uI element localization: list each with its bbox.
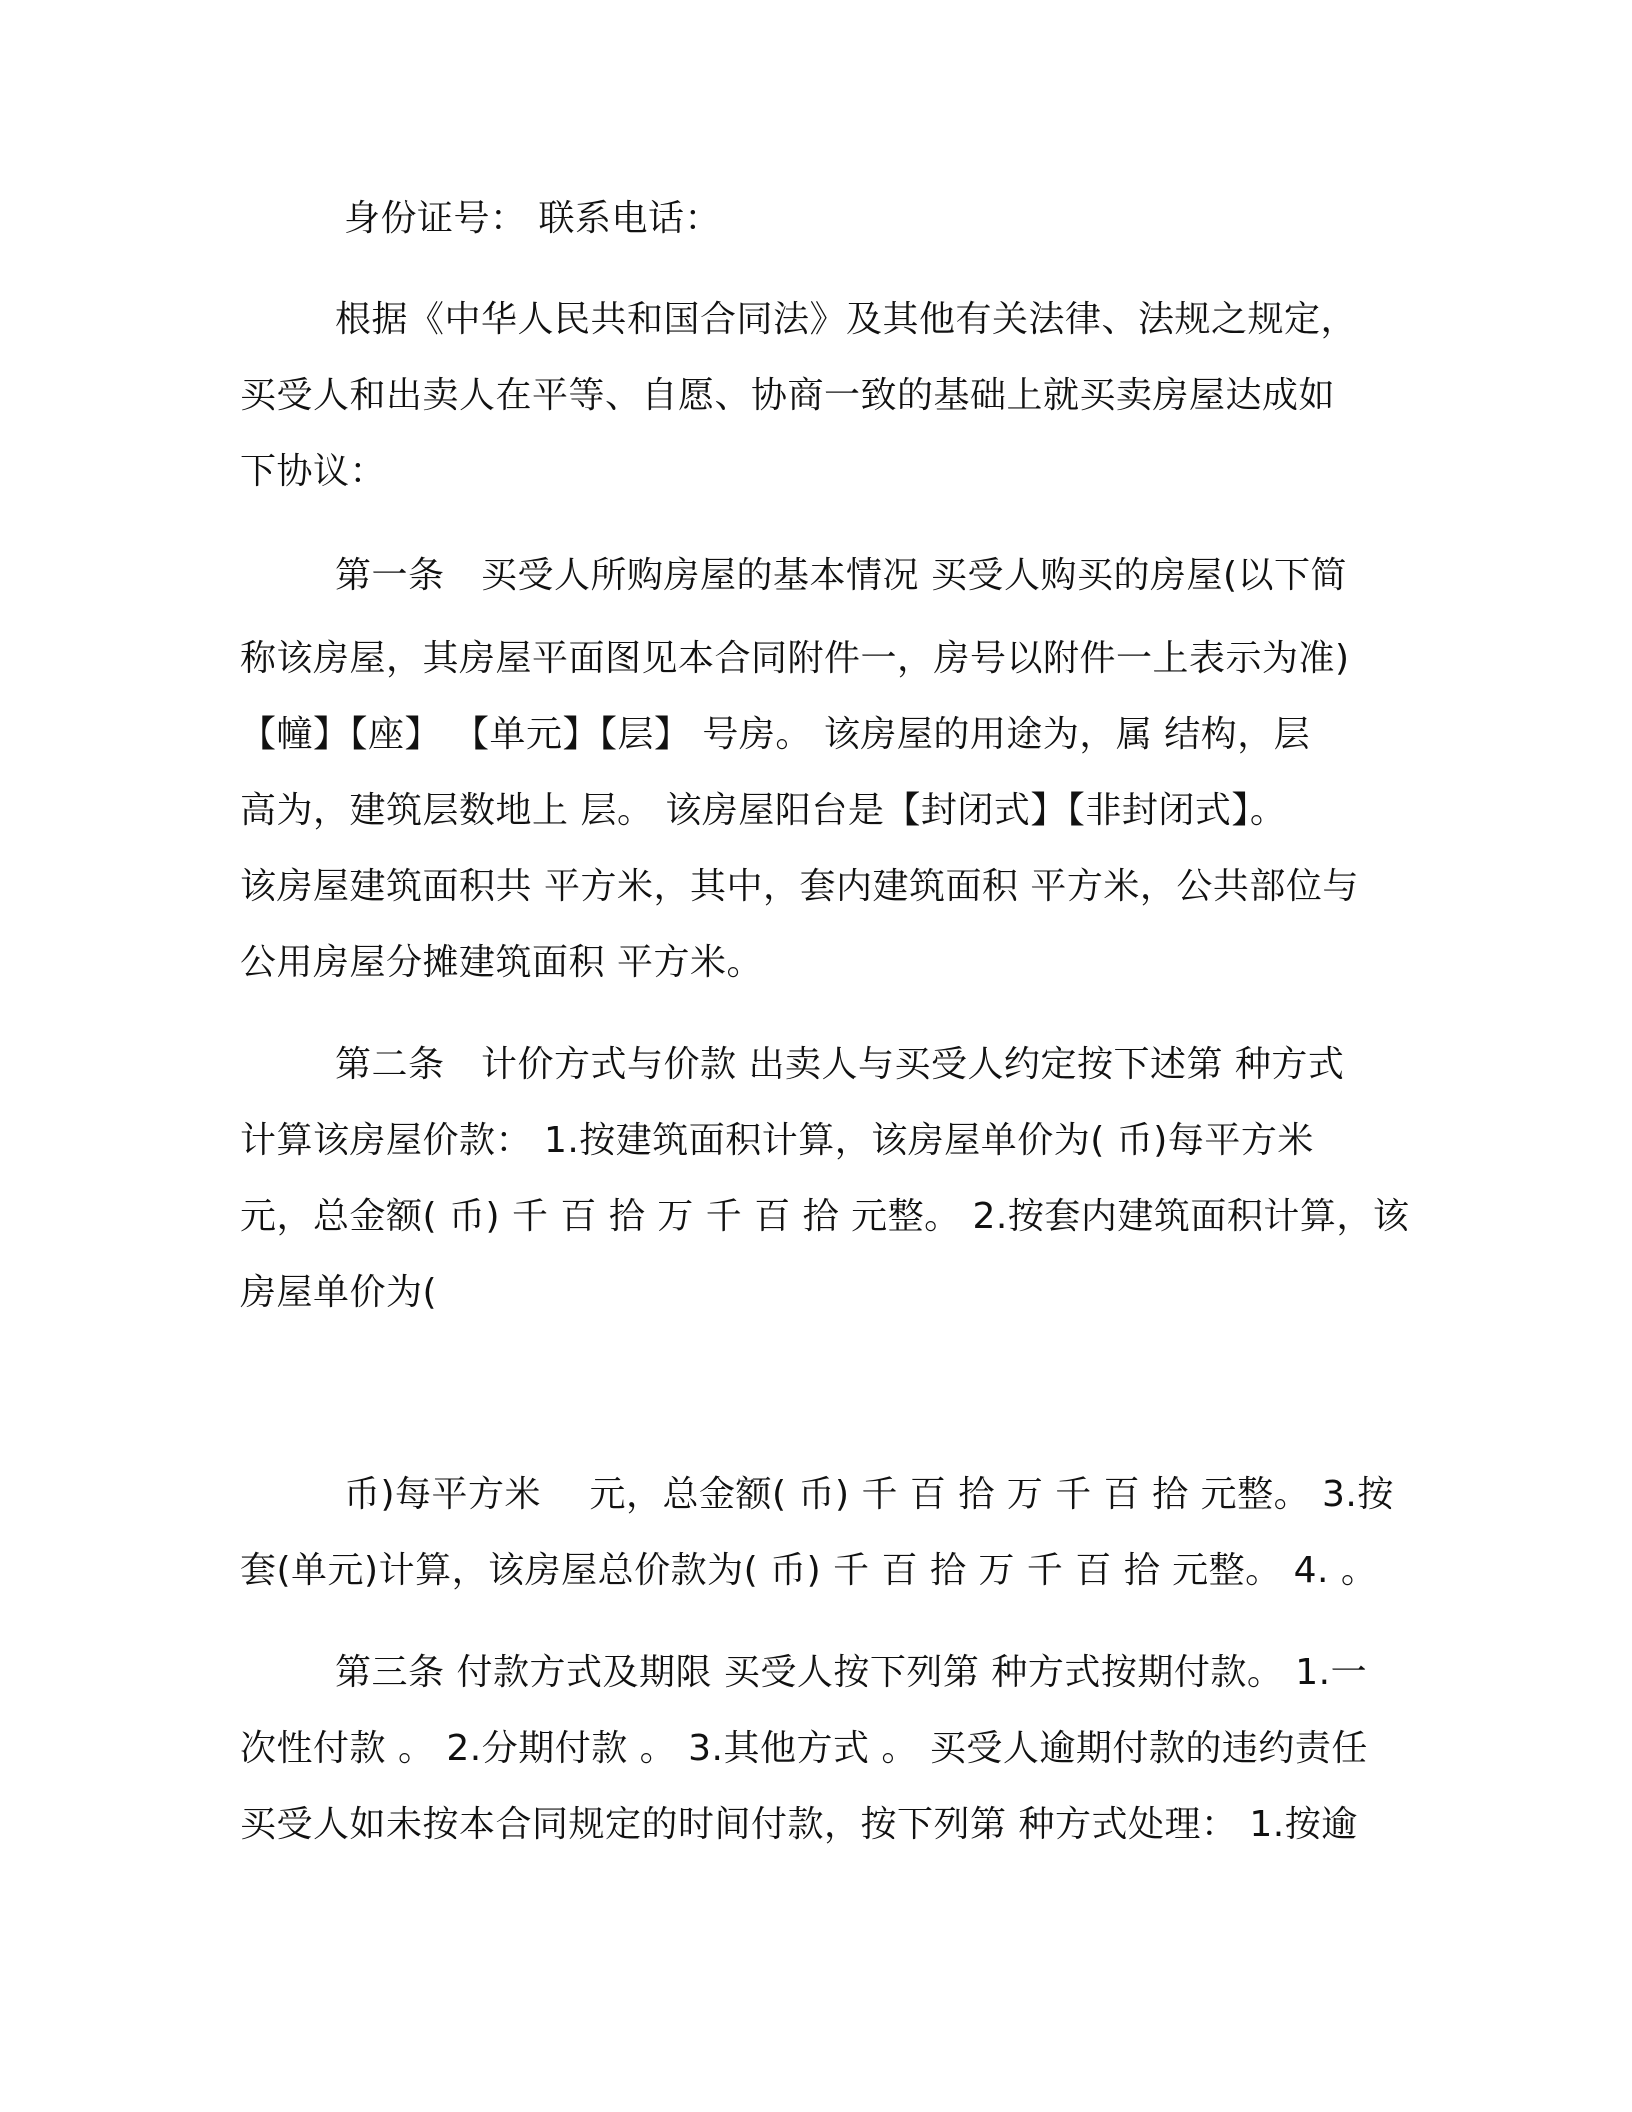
paragraph-line: 下协议： [240, 451, 387, 492]
paragraph-line: 根据《中华人民共和国合同法》及其他有关法律、法规之规定， [335, 299, 1358, 340]
article-1-line: 第一条 买受人所购房屋的基本情况 买受人购买的房屋(以下简 [335, 555, 1347, 596]
article-1-line: 【幢】【座】 【单元】【层】 号房。 该房屋的用途为，属 结构，层 [240, 714, 1311, 755]
article-1-line: 称该房屋，其房屋平面图见本合同附件一，房号以附件一上表示为准) [240, 638, 1350, 679]
article-3-line: 第三条 付款方式及期限 买受人按下列第 种方式按期付款。 1.一 [335, 1652, 1368, 1693]
article-2-line: 第二条 计价方式与价款 出卖人与买受人约定按下述第 种方式 [335, 1044, 1345, 1085]
article-1-line: 公用房屋分摊建筑面积 平方米。 [240, 942, 763, 983]
article-3-line: 买受人如未按本合同规定的时间付款，按下列第 种方式处理： 1.按逾 [240, 1804, 1358, 1845]
id-phone-line: 身份证号： 联系电话： [344, 198, 721, 239]
article-3-line: 次性付款 。 2.分期付款 。 3.其他方式 。 买受人逾期付款的违约责任 [240, 1728, 1368, 1769]
article-2-line: 计算该房屋价款： 1.按建筑面积计算，该房屋单价为( 币)每平方米 [240, 1120, 1314, 1161]
article-2-line: 币)每平方米 元，总金额( 币) 千 百 拾 万 千 百 拾 元整。 3.按 [344, 1474, 1394, 1515]
paragraph-line: 买受人和出卖人在平等、自愿、协商一致的基础上就买卖房屋达成如 [240, 375, 1336, 416]
article-2-line: 元，总金额( 币) 千 百 拾 万 千 百 拾 元整。 2.按套内建筑面积计算，该 [240, 1196, 1410, 1237]
article-2-line: 房屋单价为( [240, 1272, 438, 1313]
article-1-line: 高为，建筑层数地上 层。 该房屋阳台是【封闭式】【非封闭式】。 [240, 790, 1287, 831]
article-2-line: 套(单元)计算，该房屋总价款为( 币) 千 百 拾 万 千 百 拾 元整。 4. 。 [240, 1550, 1378, 1591]
article-1-line: 该房屋建筑面积共 平方米，其中，套内建筑面积 平方米，公共部位与 [240, 866, 1359, 907]
